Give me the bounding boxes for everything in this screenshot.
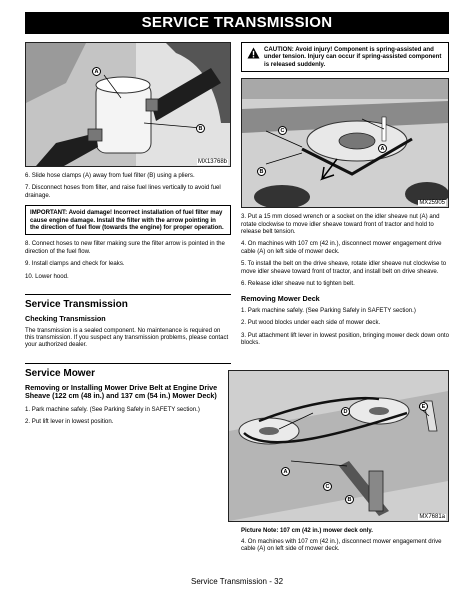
callout-c: C [323,482,332,491]
right-column [241,42,449,347]
step-9: 9. Install clamps and check for leaks. [25,260,125,268]
deck-step-1: 1. Park machine safely. (See Parking Safely in SAFETY section.) [241,306,416,314]
subheading-removing-mower-deck: Removing Mower Deck [241,294,320,304]
mower-step-1: 1. Park machine safely. (See Parking Safely in SAFETY section.) [25,405,200,413]
callout-a: A [378,144,387,153]
subheading-checking-transmission: Checking Transmission [25,314,106,324]
deck-step-4: 4. On machines with 107 cm (42 in.), disconnect mower engagement drive cable (A) on left side of mower deck. [241,538,442,553]
callout-d: D [341,407,350,416]
step-6: 6. Slide hose clamps (A) away from fuel filter (B) using a pliers. [25,172,195,179]
fuel-filter-illustration [26,43,230,166]
fuel-filter-figure [25,42,231,167]
page-header: SERVICE TRANSMISSION [25,12,449,34]
figure-id: MX13768b [197,159,227,165]
mower-deck-illustration [229,371,448,521]
step-5: 5. To install the belt on the drive sheave, rotate idler sheave nut clockwise to move idler sheave toward front of tractor, and install belt on drive sheave. [241,260,447,275]
callout-b: B [345,495,354,504]
callout-b: B [196,124,205,133]
deck-step-3: 3. Put attachment lift lever in lowest position, bringing mower deck down onto blocks. [241,331,449,347]
callout-b: B [257,167,266,176]
step-7: 7. Disconnect hoses from filter, and raise fuel lines vertically to avoid fuel drainage. [25,184,221,199]
callout-c: C [278,126,287,135]
callout-a: A [281,467,290,476]
section-heading-service-mower: Service Mower [25,363,231,379]
left-column [25,42,231,426]
step-6: 6. Release idler sheave nut to tighten belt. [241,280,355,288]
caution-box [241,42,449,72]
callout-a: A [92,67,101,76]
deck-step-2: 2. Put wood blocks under each side of mower deck. [241,319,381,327]
caution-text: CAUTION: Avoid injury! Component is spring-assisted and under tension. Injury can occur if spring-assisted component is released suddenly. [264,46,442,68]
drive-sheave-figure [241,78,449,208]
step-10: 10. Lower hood. [25,272,69,280]
section-heading-service-transmission: Service Transmission [25,294,231,310]
mower-deck-figure [228,370,449,522]
subheading-mower-belt: Removing or Installing Mower Drive Belt at Engine Drive Sheave (122 cm (48 in.) and 137 cm (54 in.) Mower Deck) [25,382,218,401]
figure-id: MX25905 [419,200,445,207]
mower-deck-caption [241,525,449,553]
mower-step-2: 2. Put lift lever in lowest position. [25,418,114,426]
figure-id: MX7681a [419,514,445,520]
step-4: 4. On machines with 107 cm (42 in.), disconnect mower engagement drive cable (A) on left side of mower deck. [241,240,442,255]
callout-e: E [419,402,428,411]
important-note: IMPORTANT: Avoid damage! Incorrect installation of fuel filter may cause engine damage. Install the filter with the arrow pointing in the direction of fuel flow (towards the engine) for proper operation. [25,205,231,235]
transmission-body: The transmission is a sealed component. No maintenance is required on this transmission. If you suspect any transmission problems, please contact your authorized dealer. [25,326,229,349]
warning-triangle-icon [247,47,260,59]
step-3: 3. Put a 15 mm closed wrench or a socket on the idler sheave nut (A) and rotate clockwise to move idler sheave toward front of tractor and hold to release belt tension. [241,213,440,236]
picture-note: Picture Note: 107 cm (42 in.) mower deck only. [241,528,373,534]
step-8: 8. Connect hoses to new filter making sure the filter arrow is pointed in the direction of the fuel flow. [25,240,225,255]
drive-sheave-illustration [242,79,448,207]
page-footer: Service Transmission - 32 [190,577,284,586]
